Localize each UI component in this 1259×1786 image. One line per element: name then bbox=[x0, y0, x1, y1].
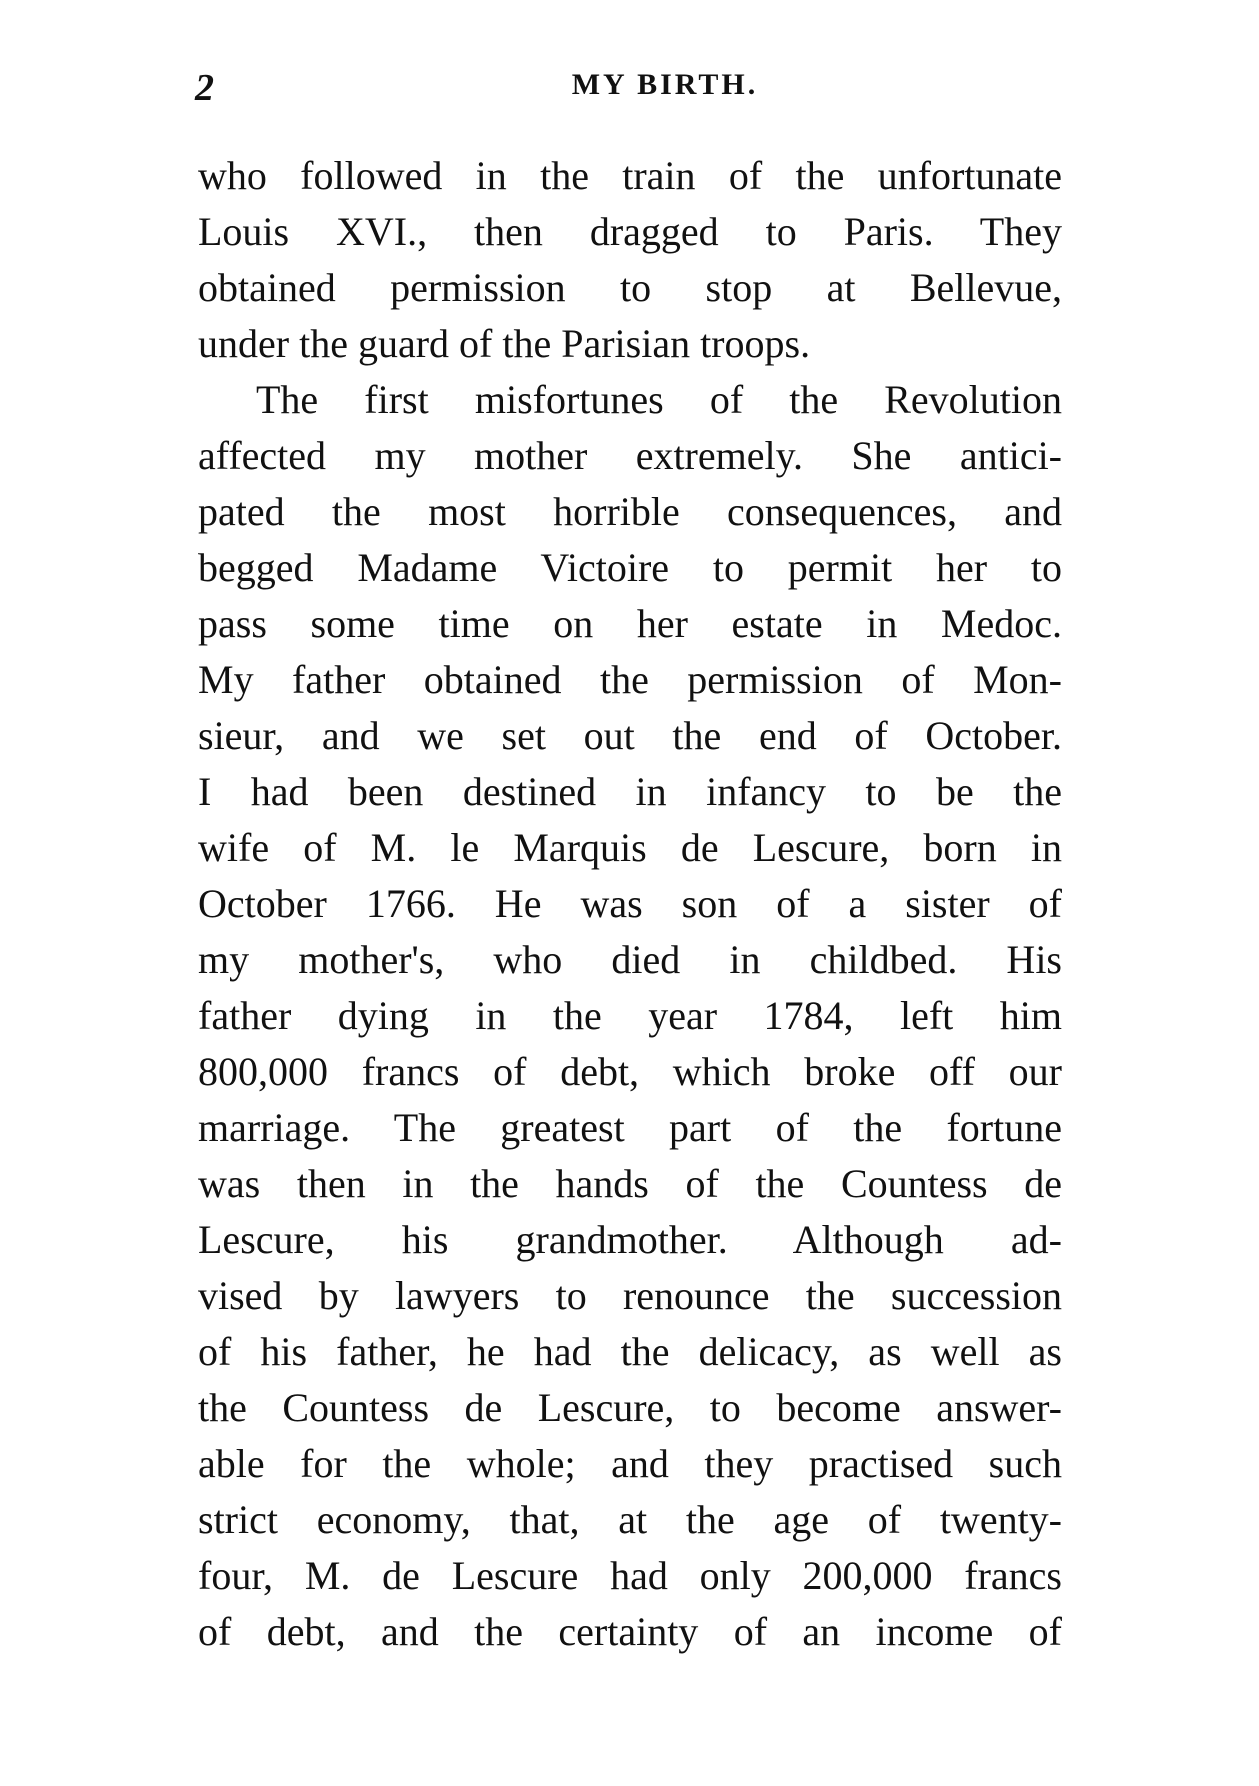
text-line: pated the most horrible consequences, and bbox=[198, 489, 1062, 534]
body-text bbox=[198, 148, 1062, 1660]
text-line: obtained permission to stop at Bellevue, bbox=[198, 265, 1062, 310]
text-line: of his father, he had the delicacy, as well as bbox=[198, 1329, 1062, 1374]
text-line: vised by lawyers to renounce the succession bbox=[198, 1273, 1062, 1318]
text-line: able for the whole; and they practised such bbox=[198, 1441, 1062, 1486]
text-line: begged Madame Victoire to permit her to bbox=[198, 545, 1062, 590]
text-line: father dying in the year 1784, left him bbox=[198, 993, 1062, 1038]
text-line: was then in the hands of the Countess de bbox=[198, 1161, 1062, 1206]
text-line: October 1766. He was son of a sister of bbox=[198, 881, 1062, 926]
text-line: of debt, and the certainty of an income of bbox=[198, 1609, 1062, 1654]
text-line: affected my mother extremely. She antici- bbox=[198, 433, 1062, 478]
running-head-title: MY BIRTH. bbox=[571, 68, 759, 101]
text-line: 800,000 francs of debt, which broke off our bbox=[198, 1049, 1062, 1094]
text-line: sieur, and we set out the end of October. bbox=[198, 713, 1062, 758]
text-line: four, M. de Lescure had only 200,000 francs bbox=[198, 1553, 1062, 1598]
text-line: pass some time on her estate in Medoc. bbox=[198, 601, 1062, 646]
text-line: strict economy, that, at the age of twenty- bbox=[198, 1497, 1062, 1542]
page-number: 2 bbox=[195, 67, 214, 109]
text-line: I had been destined in infancy to be the bbox=[198, 769, 1062, 814]
text-line: marriage. The greatest part of the fortune bbox=[198, 1105, 1062, 1150]
running-head bbox=[195, 58, 1075, 118]
text-line: who followed in the train of the unfortunate bbox=[198, 153, 1062, 198]
text-line: under the guard of the Parisian troops. bbox=[198, 321, 811, 366]
text-line: The first misfortunes of the Revolution bbox=[256, 377, 1062, 422]
text-line: wife of M. le Marquis de Lescure, born in bbox=[198, 825, 1062, 870]
text-line: the Countess de Lescure, to become answer- bbox=[198, 1385, 1062, 1430]
text-line: My father obtained the permission of Mon- bbox=[198, 657, 1062, 702]
text-line: my mother's, who died in childbed. His bbox=[198, 937, 1062, 982]
text-line: Louis XVI., then dragged to Paris. They bbox=[198, 209, 1062, 254]
text-line: Lescure, his grandmother. Although ad- bbox=[198, 1217, 1062, 1262]
